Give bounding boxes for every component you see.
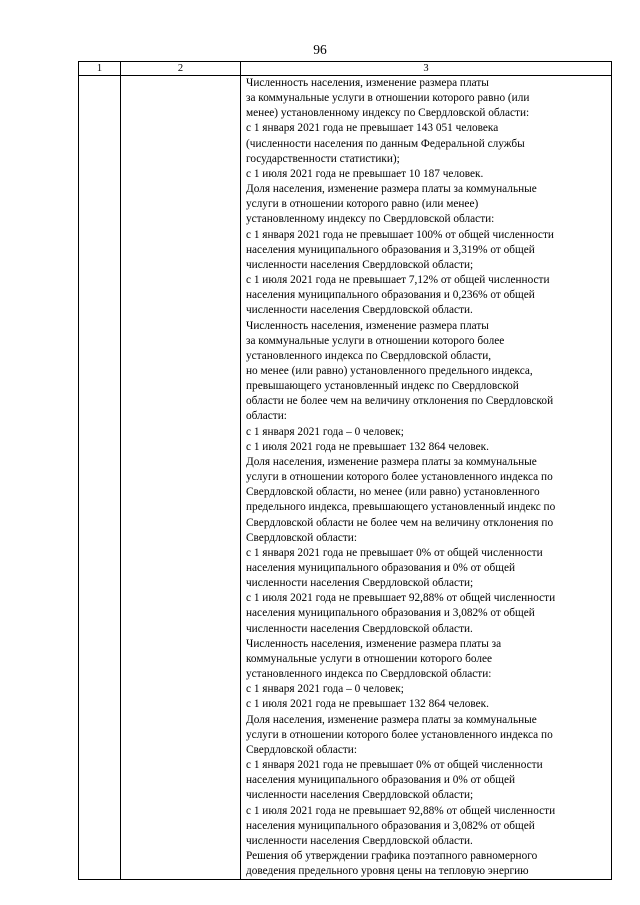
text-line: населения муниципального образования и 3,082% от общей: [246, 819, 535, 832]
text-line: Свердловской области:: [246, 743, 357, 756]
text-line: предельного индекса, превышающего установленный индекс по: [246, 501, 556, 514]
text-line: с 1 июля 2021 года не превышает 92,88% от общей численности: [246, 804, 556, 817]
text-line: с 1 января 2021 года – 0 человек;: [246, 683, 404, 696]
text-line: с 1 января 2021 года не превышает 0% от общей численности: [246, 759, 543, 772]
text-line: Доля населения, изменение размера платы за коммунальные: [246, 183, 537, 196]
text-line: численности населения Свердловской области;: [246, 577, 474, 590]
text-line: за коммунальные услуги в отношении которого равно (или: [246, 92, 530, 105]
text-line: Численность населения, изменение размера платы: [246, 77, 489, 89]
text-line: с 1 января 2021 года не превышает 0% от общей численности: [246, 546, 543, 559]
text-line: государственности статистики);: [246, 152, 400, 165]
table-header-row: [79, 62, 612, 76]
text-line: населения муниципального образования и 3,319% от общей: [246, 243, 535, 256]
text-line: (численности населения по данным Федеральной службы: [246, 137, 525, 150]
text-line: менее) установленному индексу по Свердловской области:: [246, 107, 530, 120]
text-line: но менее (или равно) установленного предельного индекса,: [246, 364, 533, 377]
text-line: доведения предельного уровня цены на тепловую энергию: [246, 865, 529, 878]
text-line: Доля населения, изменение размера платы за коммунальные: [246, 713, 537, 726]
text-line: численности населения Свердловской области.: [246, 622, 473, 635]
text-line: численности населения Свердловской области.: [246, 304, 473, 317]
page-number: 96: [313, 42, 327, 57]
text-line: Численность населения, изменение размера платы: [246, 319, 489, 332]
text-line: Решения об утверждении графика поэтапного равномерного: [246, 849, 538, 862]
text-line: населения муниципального образования и 0% от общей: [246, 562, 516, 574]
text-line: с 1 июля 2021 года не превышает 92,88% от общей численности: [246, 592, 556, 605]
text-line: с 1 июля 2021 года не превышает 132 864 человек.: [246, 698, 489, 711]
column-2-cell: [121, 76, 241, 880]
text-line: численности населения Свердловской области.: [246, 834, 473, 847]
text-line: превышающего установленный индекс по Свердловской: [246, 380, 519, 393]
text-line: услуги в отношении которого более установленного индекса по: [246, 471, 553, 484]
text-line: услуги в отношении которого равно (или менее): [246, 198, 479, 211]
text-line: населения муниципального образования и 0% от общей: [246, 774, 516, 787]
text-line: Численность населения, изменение размера платы за: [246, 637, 502, 650]
document-table: [78, 61, 612, 880]
text-line: Свердловской области, но менее (или равно) установленного: [246, 486, 540, 499]
text-line: установленного индекса по Свердловской области:: [246, 668, 492, 681]
text-line: численности населения Свердловской области;: [246, 789, 474, 802]
text-line: с 1 января 2021 года не превышает 100% от общей численности: [246, 228, 554, 241]
column-3-cell: [241, 76, 612, 880]
text-line: населения муниципального образования и 0,236% от общей: [246, 289, 535, 302]
cell-text: [246, 76, 608, 879]
text-line: с 1 июля 2021 года не превышает 132 864 человек.: [246, 440, 489, 453]
column-header-2: 2: [121, 62, 241, 76]
text-line: области не более чем на величину отклонения по Свердловской: [246, 395, 554, 408]
column-1-cell: [79, 76, 121, 880]
table-row: [79, 76, 612, 880]
text-line: с 1 января 2021 года не превышает 143 051 человека: [246, 122, 499, 135]
text-line: с 1 января 2021 года – 0 человек;: [246, 425, 404, 438]
text-line: Доля населения, изменение размера платы за коммунальные: [246, 455, 537, 468]
text-line: с 1 июля 2021 года не превышает 7,12% от общей численности: [246, 274, 550, 287]
text-line: услуги в отношении которого более установленного индекса по: [246, 728, 553, 741]
text-line: области:: [246, 410, 287, 423]
text-line: Свердловской области:: [246, 531, 357, 544]
text-line: населения муниципального образования и 3,082% от общей: [246, 607, 535, 620]
text-line: с 1 июля 2021 года не превышает 10 187 человек.: [246, 167, 484, 180]
text-line: Свердловской области не более чем на величину отклонения по: [246, 516, 554, 529]
text-line: коммунальные услуги в отношении которого более: [246, 652, 493, 665]
text-line: установленному индексу по Свердловской области:: [246, 213, 495, 226]
column-header-1: 1: [79, 62, 121, 76]
text-line: за коммунальные услуги в отношении которого более: [246, 334, 505, 347]
text-line: установленного индекса по Свердловской области,: [246, 349, 492, 362]
text-line: численности населения Свердловской области;: [246, 258, 474, 271]
column-header-3: 3: [241, 62, 612, 76]
